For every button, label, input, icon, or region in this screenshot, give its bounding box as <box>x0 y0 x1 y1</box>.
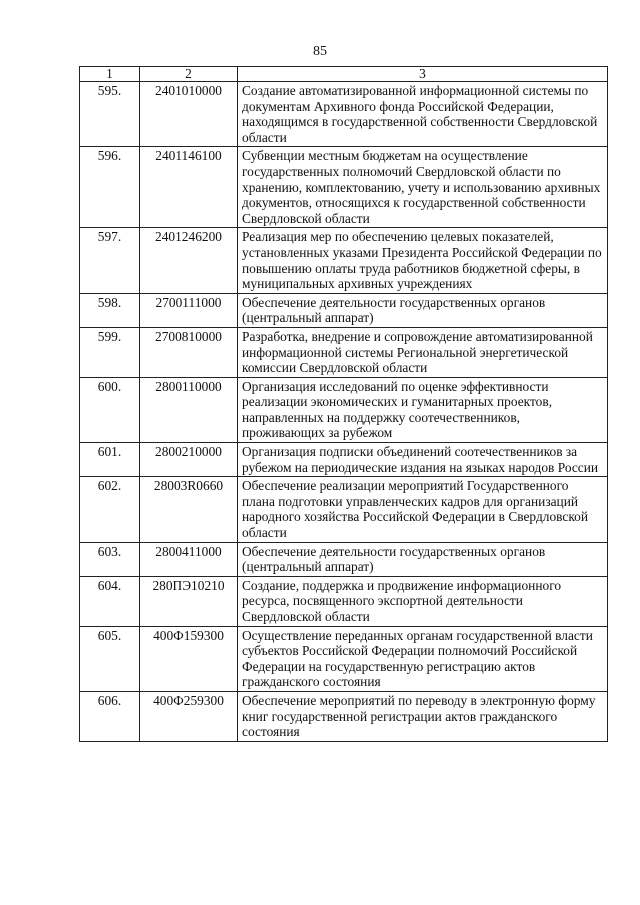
row-description-cell: Обеспечение мероприятий по переводу в электронную форму книг государственной регистрации актов гражданского состояния <box>238 691 608 741</box>
row-number-cell: 601. <box>80 443 140 477</box>
row-number-cell: 597. <box>80 228 140 293</box>
row-description-cell: Обеспечение реализации мероприятий Государственного плана подготовки управленческих кадров для организаций народного хозяйства Российской Федерации в Свердловской области <box>238 477 608 542</box>
row-number-cell: 603. <box>80 542 140 576</box>
row-code-cell: 2401246200 <box>140 228 238 293</box>
table-header-row <box>80 67 608 82</box>
table-row <box>80 542 608 576</box>
row-number-cell: 599. <box>80 327 140 377</box>
row-description-cell: Организация исследований по оценке эффективности реализации экономических и гуманитарных проектов, направленных на поддержку соотечественников, проживающих за рубежом <box>238 377 608 442</box>
header-cell-number: 1 <box>80 67 140 82</box>
header-cell-description: 3 <box>238 67 608 82</box>
row-number-cell: 602. <box>80 477 140 542</box>
table-row <box>80 377 608 442</box>
row-number-cell: 598. <box>80 293 140 327</box>
row-code-cell: 2800411000 <box>140 542 238 576</box>
row-description-cell: Создание автоматизированной информационной системы по документам Архивного фонда Российской Федерации, находящимся в государственной собственности Свердловской области <box>238 82 608 147</box>
row-number-cell: 605. <box>80 626 140 691</box>
header-cell-code: 2 <box>140 67 238 82</box>
row-description-cell: Обеспечение деятельности государственных органов (центральный аппарат) <box>238 542 608 576</box>
table-row <box>80 626 608 691</box>
table-row <box>80 691 608 741</box>
row-number-cell: 606. <box>80 691 140 741</box>
row-number-cell: 604. <box>80 576 140 626</box>
row-code-cell: 2700111000 <box>140 293 238 327</box>
row-code-cell: 280ПЭ10210 <box>140 576 238 626</box>
row-code-cell: 400Ф159300 <box>140 626 238 691</box>
row-description-cell: Создание, поддержка и продвижение информационного ресурса, посвященного экспортной деятельности Свердловской области <box>238 576 608 626</box>
row-number-cell: 600. <box>80 377 140 442</box>
row-description-cell: Реализация мер по обеспечению целевых показателей, установленных указами Президента Российской Федерации по повышению оплаты труда работников бюджетной сферы, в муниципальных архивных учреждениях <box>238 228 608 293</box>
row-code-cell: 2800110000 <box>140 377 238 442</box>
budget-codes-table <box>79 66 608 742</box>
table-row <box>80 477 608 542</box>
page-number: 85 <box>313 44 327 59</box>
row-description-cell: Обеспечение деятельности государственных органов (центральный аппарат) <box>238 293 608 327</box>
table-row <box>80 443 608 477</box>
row-code-cell: 2401010000 <box>140 82 238 147</box>
row-number-cell: 595. <box>80 82 140 147</box>
table-row <box>80 576 608 626</box>
table-row <box>80 82 608 147</box>
row-description-cell: Осуществление переданных органам государственной власти субъектов Российской Федерации полномочий Российской Федерации на государственную регистрацию актов гражданского состояния <box>238 626 608 691</box>
table-row <box>80 147 608 228</box>
table-row <box>80 327 608 377</box>
row-code-cell: 400Ф259300 <box>140 691 238 741</box>
table-body <box>80 67 608 742</box>
row-description-cell: Субвенции местным бюджетам на осуществление государственных полномочий Свердловской области по хранению, комплектованию, учету и использованию архивных документов, относящихся к государственной собственности Свердловской области <box>238 147 608 228</box>
row-code-cell: 28003R0660 <box>140 477 238 542</box>
row-description-cell: Разработка, внедрение и сопровождение автоматизированной информационной системы Региональной энергетической комиссии Свердловской области <box>238 327 608 377</box>
row-code-cell: 2401146100 <box>140 147 238 228</box>
row-code-cell: 2700810000 <box>140 327 238 377</box>
row-description-cell: Организация подписки объединений соотечественников за рубежом на периодические издания на языках народов России <box>238 443 608 477</box>
table-row <box>80 228 608 293</box>
row-number-cell: 596. <box>80 147 140 228</box>
row-code-cell: 2800210000 <box>140 443 238 477</box>
table-row <box>80 293 608 327</box>
